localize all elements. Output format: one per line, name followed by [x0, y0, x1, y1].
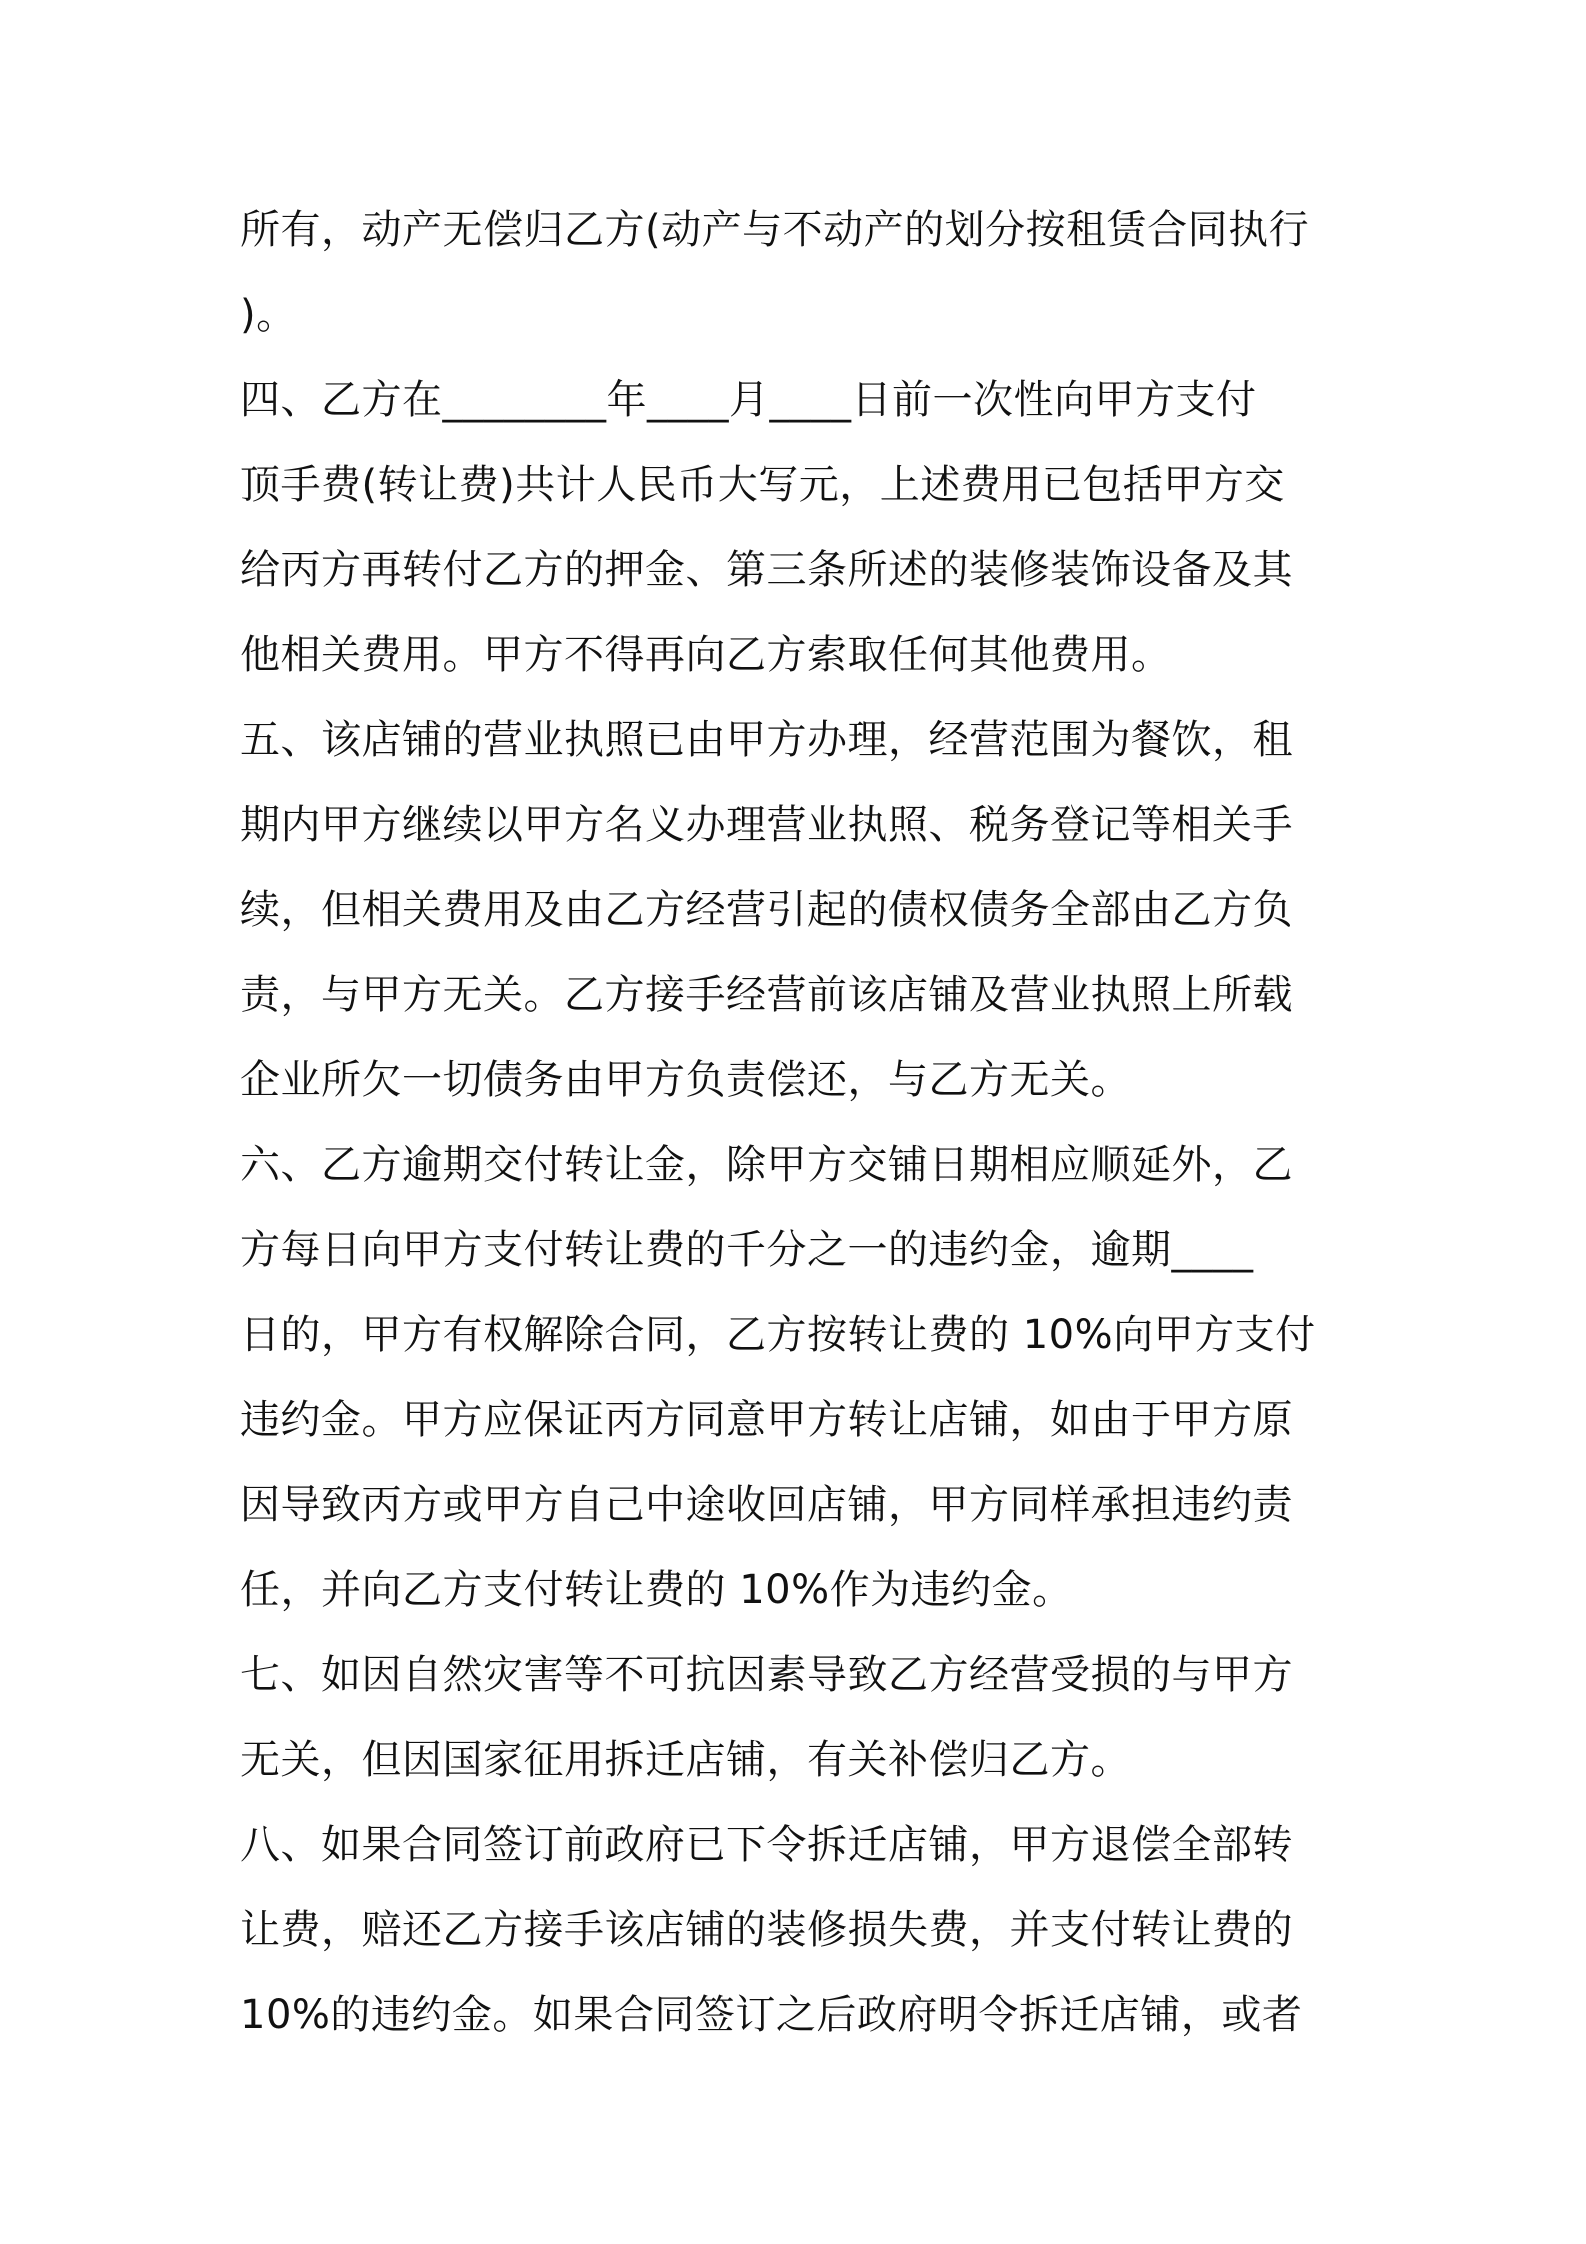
text-line-14: 日的，甲方有权解除合同，乙方按转让费的 10%向甲方支付 [240, 1312, 1316, 1358]
text-line-12: 六、乙方逾期交付转让金，除甲方交铺日期相应顺延外，乙 [240, 1142, 1293, 1188]
text-line-18: 七、如因自然灾害等不可抗因素导致乙方经营受损的与甲方 [240, 1652, 1293, 1698]
text-line-9: 续，但相关费用及由乙方经营引起的债权债务全部由乙方负 [240, 887, 1293, 933]
text-line-7: 五、该店铺的营业执照已由甲方办理，经营范围为餐饮，租 [240, 717, 1293, 763]
text-line-20: 八、如果合同签订前政府已下令拆迁店铺，甲方退偿全部转 [240, 1822, 1293, 1868]
text-line-15: 违约金。甲方应保证丙方同意甲方转让店铺，如由于甲方原 [240, 1397, 1293, 1443]
text-line-4: 顶手费(转让费)共计人民币大写元，上述费用已包括甲方交 [240, 462, 1285, 508]
text-line-19: 无关，但因国家征用拆迁店铺，有关补偿归乙方。 [240, 1737, 1131, 1783]
text-line-6: 他相关费用。甲方不得再向乙方索取任何其他费用。 [240, 632, 1172, 678]
text-line-16: 因导致丙方或甲方自己中途收回店铺，甲方同样承担违约责 [240, 1482, 1293, 1528]
text-line-8: 期内甲方继续以甲方名义办理营业执照、税务登记等相关手 [240, 802, 1293, 848]
contract-text [240, 188, 1356, 2058]
text-line-11: 企业所欠一切债务由甲方负责偿还，与乙方无关。 [240, 1057, 1131, 1103]
text-line-3: 四、乙方在________年____月____日前一次性向甲方支付 [240, 377, 1257, 423]
text-line-10: 责，与甲方无关。乙方接手经营前该店铺及营业执照上所载 [240, 972, 1293, 1018]
text-line-5: 给丙方再转付乙方的押金、第三条所述的装修装饰设备及其 [240, 547, 1293, 593]
text-line-21: 让费，赔还乙方接手该店铺的装修损失费，并支付转让费的 [240, 1907, 1293, 1953]
text-line-13: 方每日向甲方支付转让费的千分之一的违约金，逾期____ [240, 1227, 1254, 1273]
text-line-17: 任，并向乙方支付转让费的 10%作为违约金。 [240, 1567, 1073, 1613]
text-line-22: 10%的违约金。如果合同签订之后政府明令拆迁店铺，或者 [240, 1992, 1303, 2038]
text-line-1: 所有，动产无偿归乙方(动产与不动产的划分按租赁合同执行 [240, 207, 1310, 253]
text-line-2: )。 [240, 292, 297, 338]
